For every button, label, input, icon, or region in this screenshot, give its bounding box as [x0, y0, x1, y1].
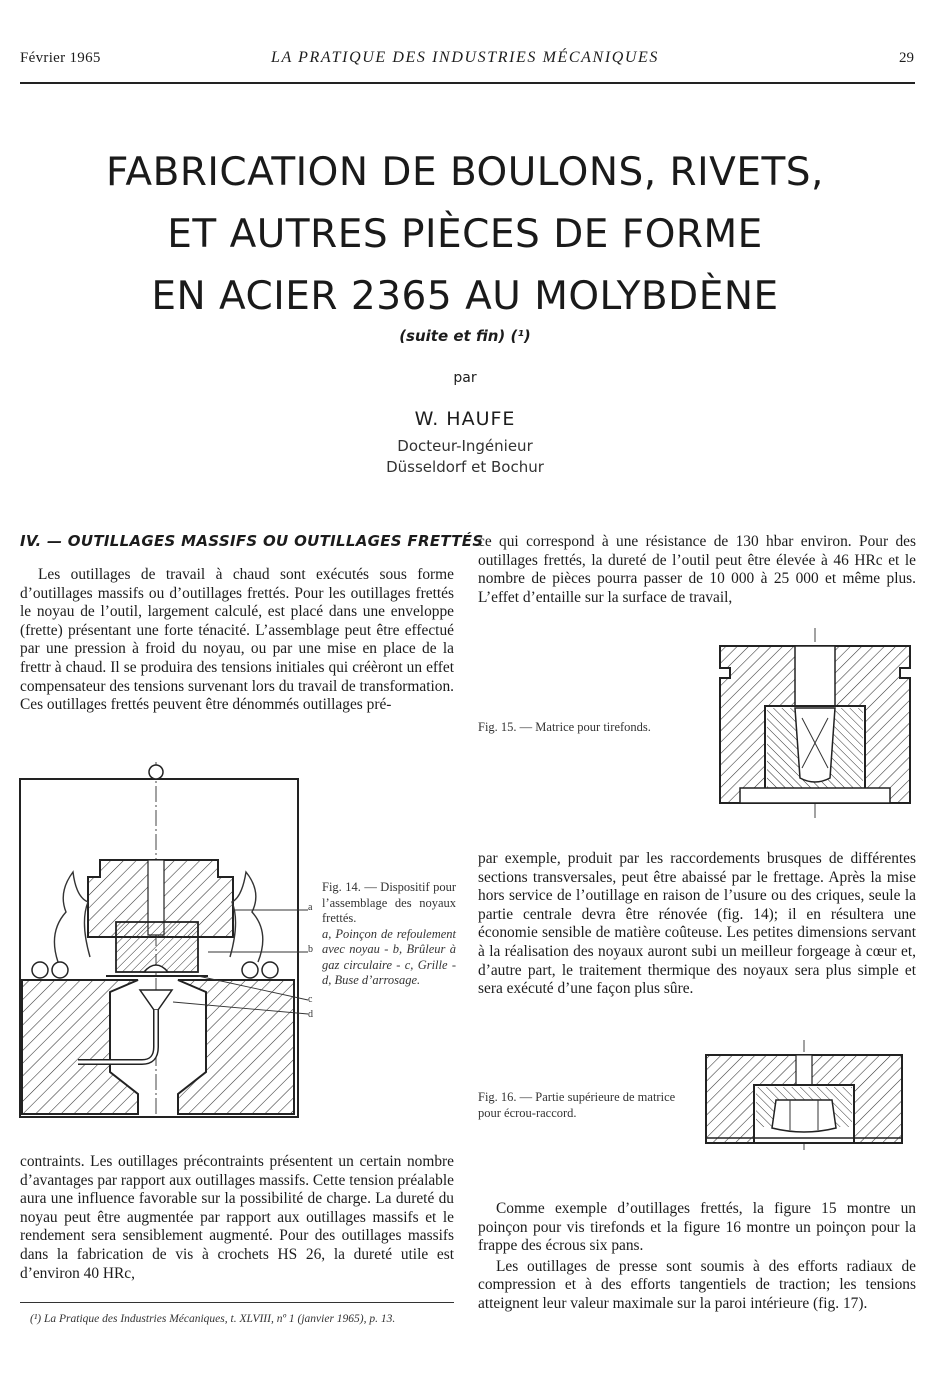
paragraph: Les outillages de travail à chaud sont exécutés sous forme d’outillages massifs ou d’outillages frettés. Pour les outillages frettés le noyau de l’outil, largement calculé, est placé dans une enveloppe (frette) présentant une forte ténacité. L’assemblage peut être effectué par une pression à froid du noyau, ou par une mise en place de la frettr à chaud. Il se produira des tensions initiales qui créèront un effet compensateur des tensions survenant lors du travail de transformation. Ces outillages frettés peuvent être dénommés outillages pré- [20, 566, 454, 714]
title-line-2: ET AUTRES PIÈCES DE FORME [167, 212, 763, 257]
fig16-caption: Fig. 16. — Partie supérieure de matrice pour écrou-raccord. [478, 1090, 676, 1120]
fig14-caption: Fig. 14. — Dispositif pour l’assemblage des noyaux frettés. [322, 880, 456, 925]
header-journal: LA PRATIQUE DES INDUSTRIES MÉCANIQUES [270, 49, 660, 66]
right-column-middle [478, 850, 916, 1001]
author-name: W. HAUFE [414, 408, 516, 430]
fig14-caption-block [322, 880, 456, 989]
fig14-label-d: d [308, 1009, 313, 1020]
footnote: (¹) La Pratique des Industries Mécaniques, t. XLVIII, nº 1 (janvier 1965), p. 13. [30, 1313, 396, 1325]
fig16-drawing [702, 1040, 922, 1150]
paragraph: Les outillages de presse sont soumis à des efforts radiaux de compression et à des efforts tangentiels de traction; les tensions atteignent leur valeur maximale sur la paroi intérieure (fig. 17). [478, 1257, 916, 1312]
author-role: Docteur-Ingénieur [397, 437, 533, 455]
author-location: Düsseldorf et Bochur [386, 458, 544, 476]
header-page-number: 29 [899, 50, 914, 66]
fig14-legend: a, Poinçon de refoulement avec noyau - b, Brûleur à gaz circulaire - c, Grille - d, Buse d’arrosage. [322, 926, 456, 987]
left-column-top [20, 566, 454, 717]
title-line-1: FABRICATION DE BOULONS, RIVETS, [106, 150, 824, 195]
header-rule [20, 82, 915, 84]
fig14-label-b: b [308, 944, 313, 955]
fig14-drawing [18, 762, 318, 1120]
paragraph: contraints. Les outillages précontraints présentent un certain nombre d’avantages par rapport aux outillages massifs. Cette tension préalable aura une influence favorable sur la possibilité de charge. La dureté du noyau peut être augmentée par rapport aux outillages massifs et le rendement sera sensiblement augmenté. Pour des outillages massifs dans la fabrication de vis à crochets HS 26, la dureté utile est d’environ 40 HRc, [20, 1153, 454, 1282]
fig14-label-a: a [308, 902, 313, 913]
by-line: par [453, 370, 477, 386]
paragraph: ce qui correspond à une résistance de 130 hbar environ. Pour des outillages frettés, la dureté de l’outil peut être élevée à 46 HRc et le nombre de pièces pourra passer de 10 000 à 25 000 et même plus. L’effet d’entaille sur la surface de travail, [478, 533, 916, 606]
section-heading: IV. — OUTILLAGES MASSIFS OU OUTILLAGES FRETTÉS [20, 532, 484, 550]
subtitle: (suite et fin) (¹) [399, 327, 531, 345]
paragraph: Comme exemple d’outillages frettés, la figure 15 montre un poinçon pour vis tirefonds et la figure 16 montre un poinçon pour la frappe des écrous six pans. [478, 1200, 916, 1255]
right-column-bottom [478, 1200, 916, 1316]
footnote-rule [20, 1302, 454, 1303]
left-column-bottom [20, 1153, 454, 1285]
header-date: Février 1965 [20, 50, 101, 66]
right-column-top [478, 533, 916, 609]
fig15-drawing [710, 628, 920, 818]
fig14-label-c: c [308, 994, 313, 1005]
fig15-caption: Fig. 15. — Matrice pour tirefonds. [478, 720, 651, 734]
paragraph: par exemple, produit par les raccordements brusques de différentes sections transversales, peut être abaissé par le frettage. Après la mise hors service de l’outillage en raison de l’usure ou des criques, seule la partie centrale devra être rénovée (fig. 14); il en résultera une économie sensible de matière coûteuse. Les petites dimensions servant à la réalisation des noyaux auront subi un meilleur forgeage à cœur et, d’autre part, le traitement thermique des noyaux sera plus simple et sera exécuté d’une façon plus sûre. [478, 850, 916, 998]
title-line-3: EN ACIER 2365 AU MOLYBDÈNE [151, 274, 779, 319]
